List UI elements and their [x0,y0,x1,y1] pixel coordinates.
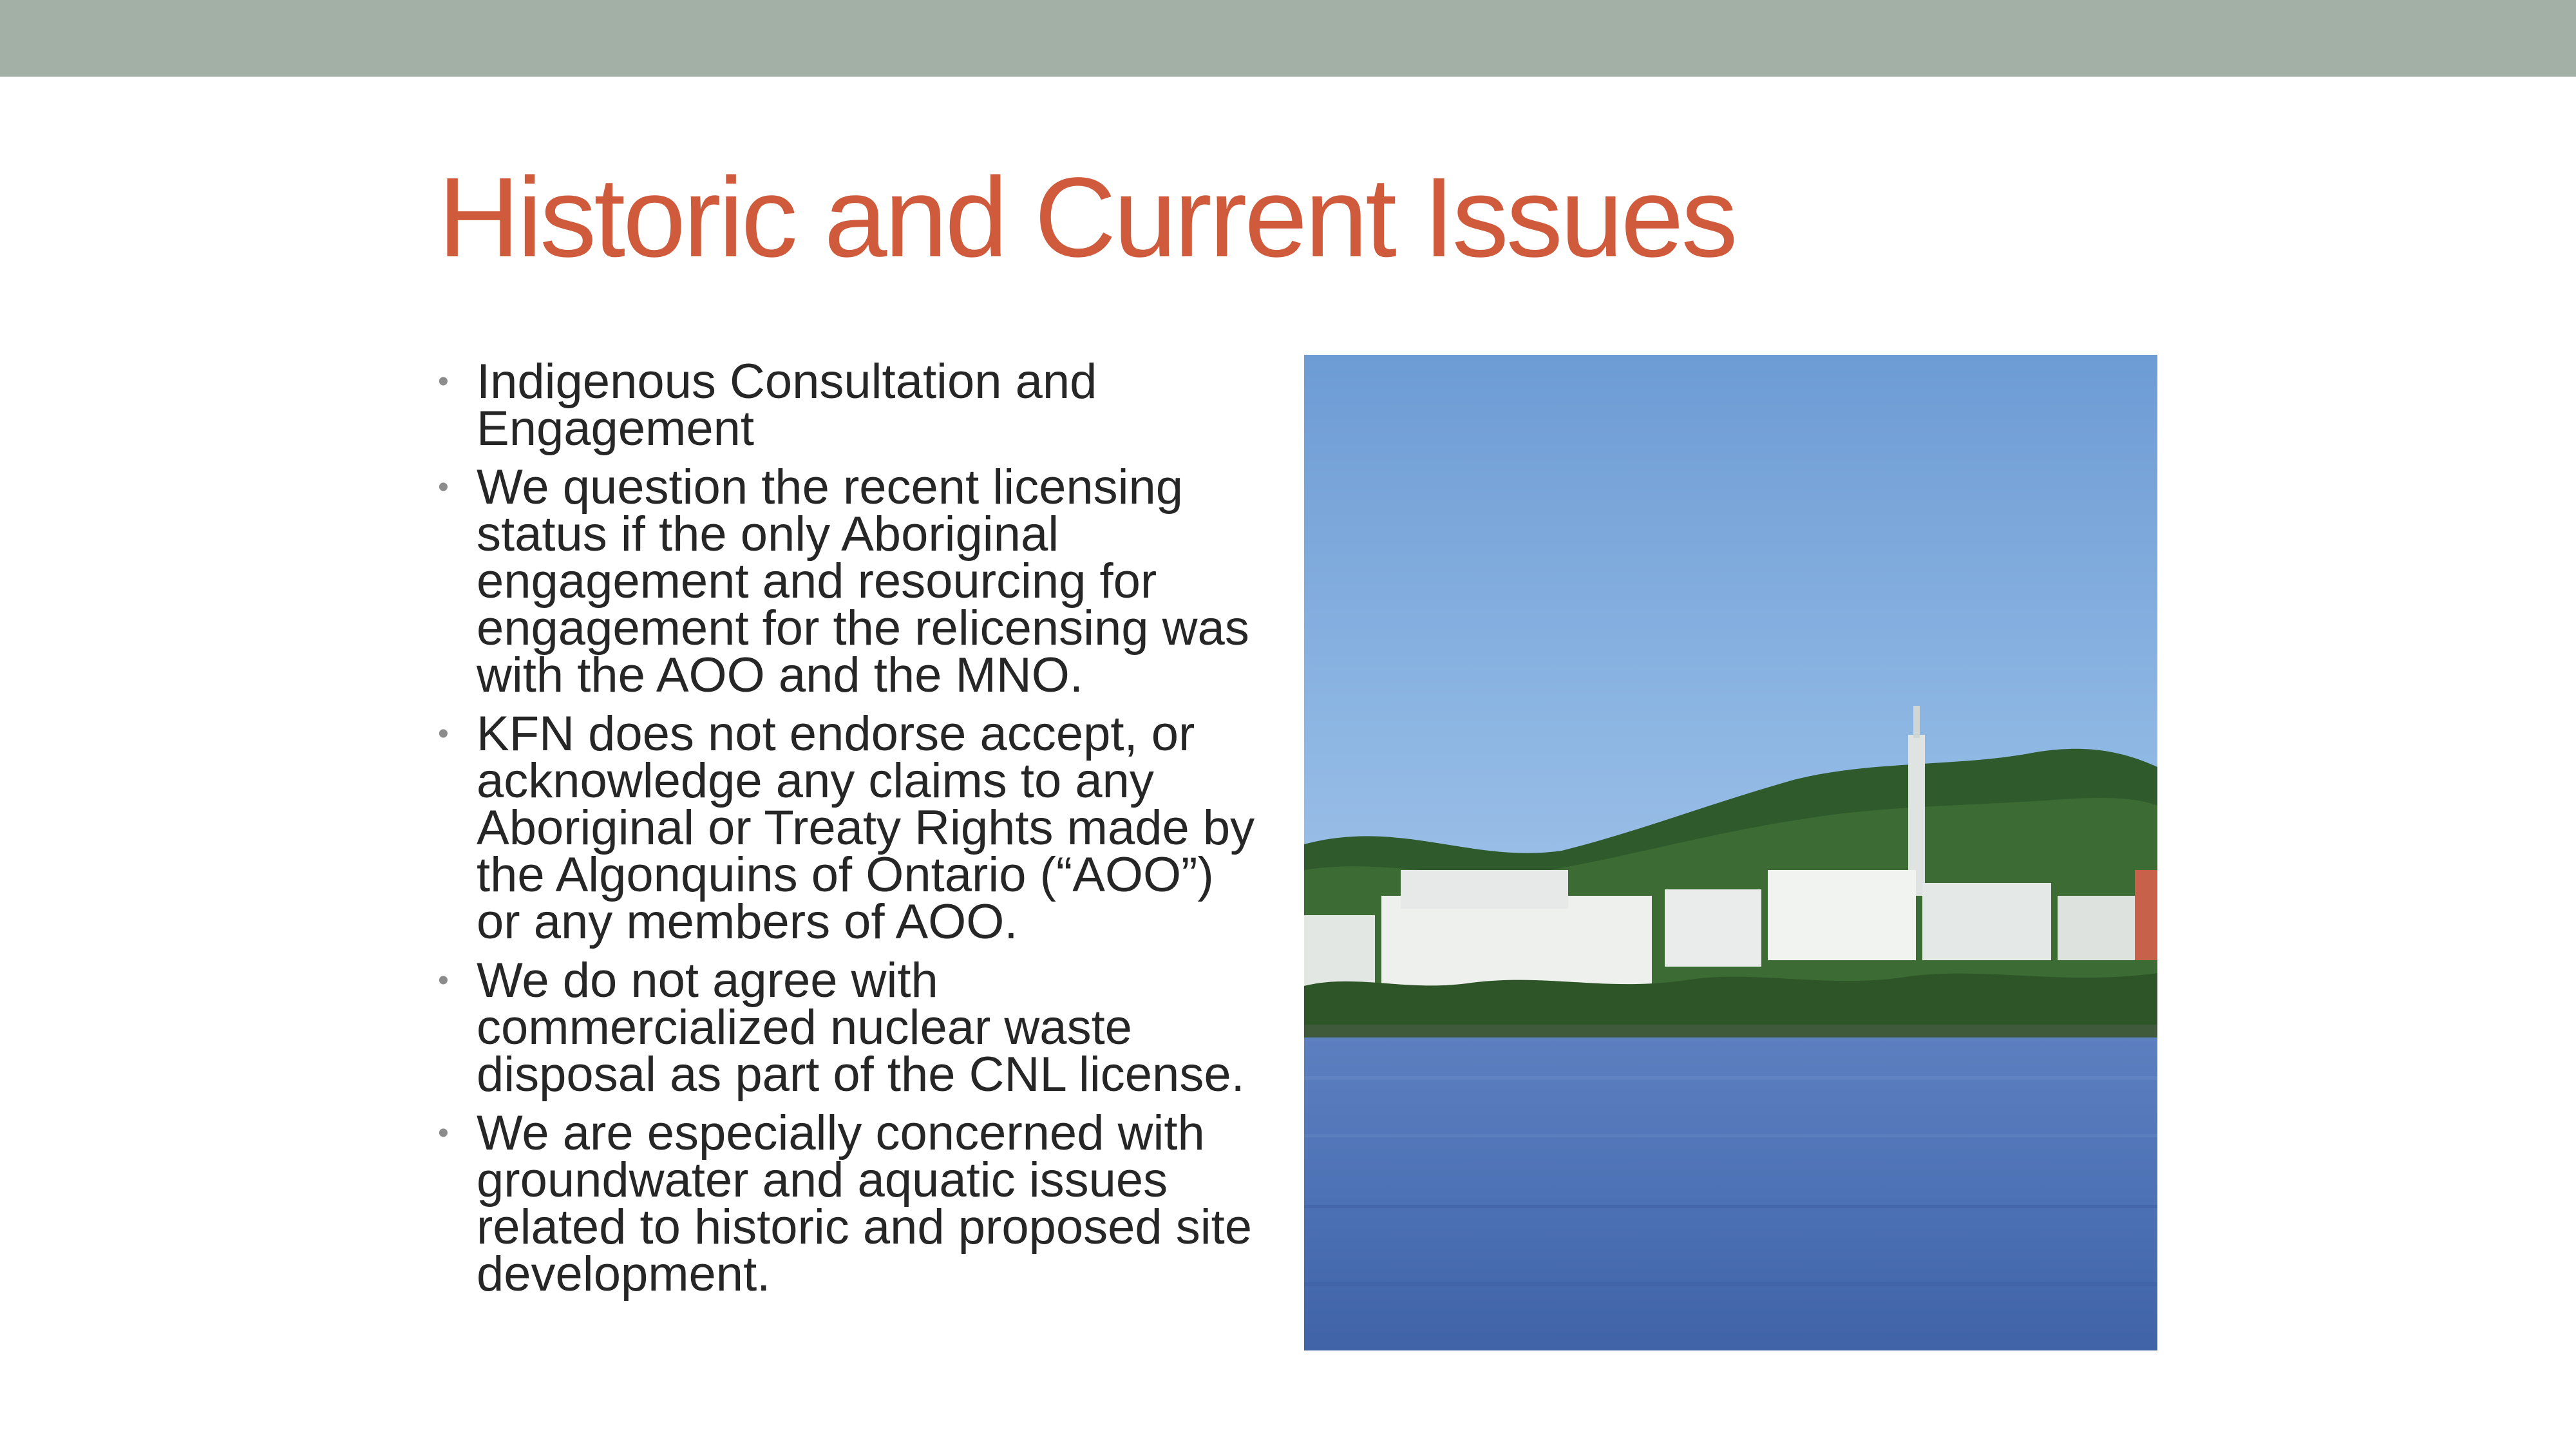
bullet-icon: • [438,963,449,998]
bullet-icon: • [438,365,449,399]
riverside-facility-photo [1304,355,2157,1350]
bullet-item [438,1106,1262,1302]
slide-title: Historic and Current Issues [438,155,1736,281]
bullet-item [438,460,1262,703]
bullet-text: We are especially concerned with groundwater and aquatic issues related to historic and proposed site development. [477,1106,1253,1302]
bullet-item [438,706,1262,949]
bullet-text: KFN does not endorse accept, or acknowledge any claims to any Aboriginal or Treaty Rights made by the Algonquins of Ontario (“AOO”) or any members of AOO. [477,706,1255,949]
top-color-band [0,0,2576,77]
bullet-text: We do not agree with commercialized nuclear waste disposal as part of the CNL license. [477,953,1245,1102]
bullet-item [438,953,1262,1102]
bullet-icon: • [438,1116,449,1150]
bullet-icon: • [438,470,449,504]
bullet-item [438,354,1262,456]
bullet-list [438,354,1262,1309]
bullet-text: We question the recent licensing status if the only Aboriginal engagement and resourcing for engagement for the relicensing was with the AOO and the MNO. [477,460,1249,703]
bullet-text: Indigenous Consultation and Engagement [477,354,1097,456]
bullet-icon: • [438,717,449,751]
